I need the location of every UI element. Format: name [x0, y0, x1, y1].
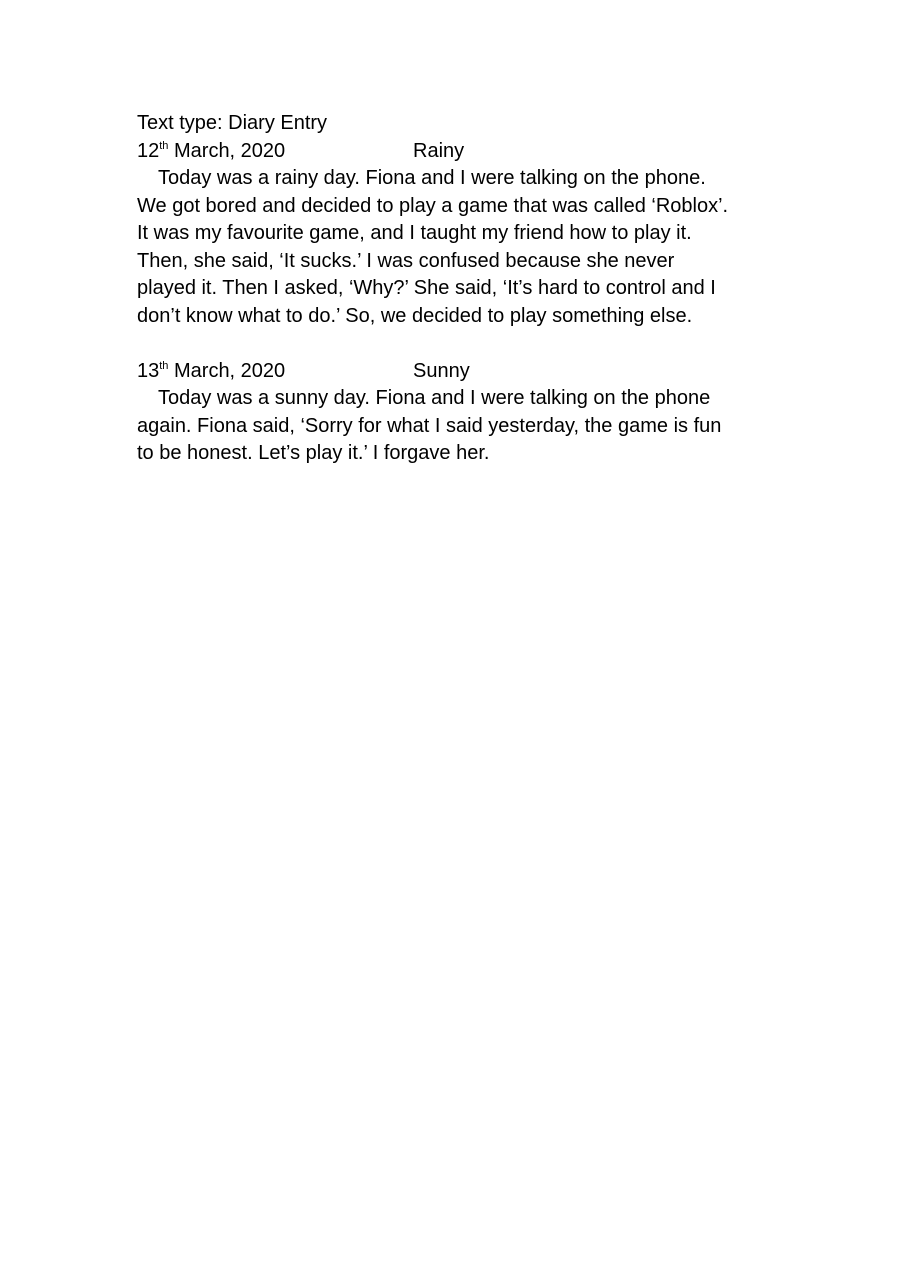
date-rest: March, 2020: [168, 359, 286, 382]
date-suffix: th: [159, 359, 169, 372]
body-line: We got bored and decided to play a game that was called ‘Roblox’.: [137, 194, 729, 217]
body-line: Today was a sunny day. Fiona and I were talking on the phone: [158, 387, 711, 409]
diary-entry: [137, 358, 777, 468]
body-line: don’t know what to do.’ So, we decided to play something else.: [137, 304, 693, 327]
text-type-heading: Text type: Diary Entry: [137, 112, 328, 134]
date-day: 12: [137, 139, 160, 162]
diary-content: [137, 110, 777, 468]
entry-spacer: [137, 330, 777, 358]
entry-body: [137, 165, 777, 330]
body-line: Then, she said, ‘It sucks.’ I was confused because she never: [137, 249, 675, 272]
entry-date: [137, 138, 285, 169]
diary-entry: [137, 138, 777, 331]
entry-weather: Sunny: [413, 359, 470, 382]
body-line: It was my favourite game, and I taught my friend how to play it.: [137, 222, 692, 244]
body-line: to be honest. Let’s play it.’ I forgave her.: [137, 442, 490, 464]
entry-date: [137, 358, 285, 389]
body-line: played it. Then I asked, ‘Why?’ She said, ‘It’s hard to control and I: [137, 277, 716, 299]
date-suffix: th: [159, 139, 169, 152]
date-rest: March, 2020: [168, 139, 286, 162]
entry-body: [137, 385, 777, 468]
body-line: Today was a rainy day. Fiona and I were talking on the phone.: [158, 167, 706, 189]
entry-header: [137, 138, 777, 166]
entry-header: [137, 358, 777, 386]
body-line: again. Fiona said, ‘Sorry for what I said yesterday, the game is fun: [137, 414, 722, 437]
date-day: 13: [137, 359, 160, 382]
entry-weather: Rainy: [413, 139, 465, 162]
